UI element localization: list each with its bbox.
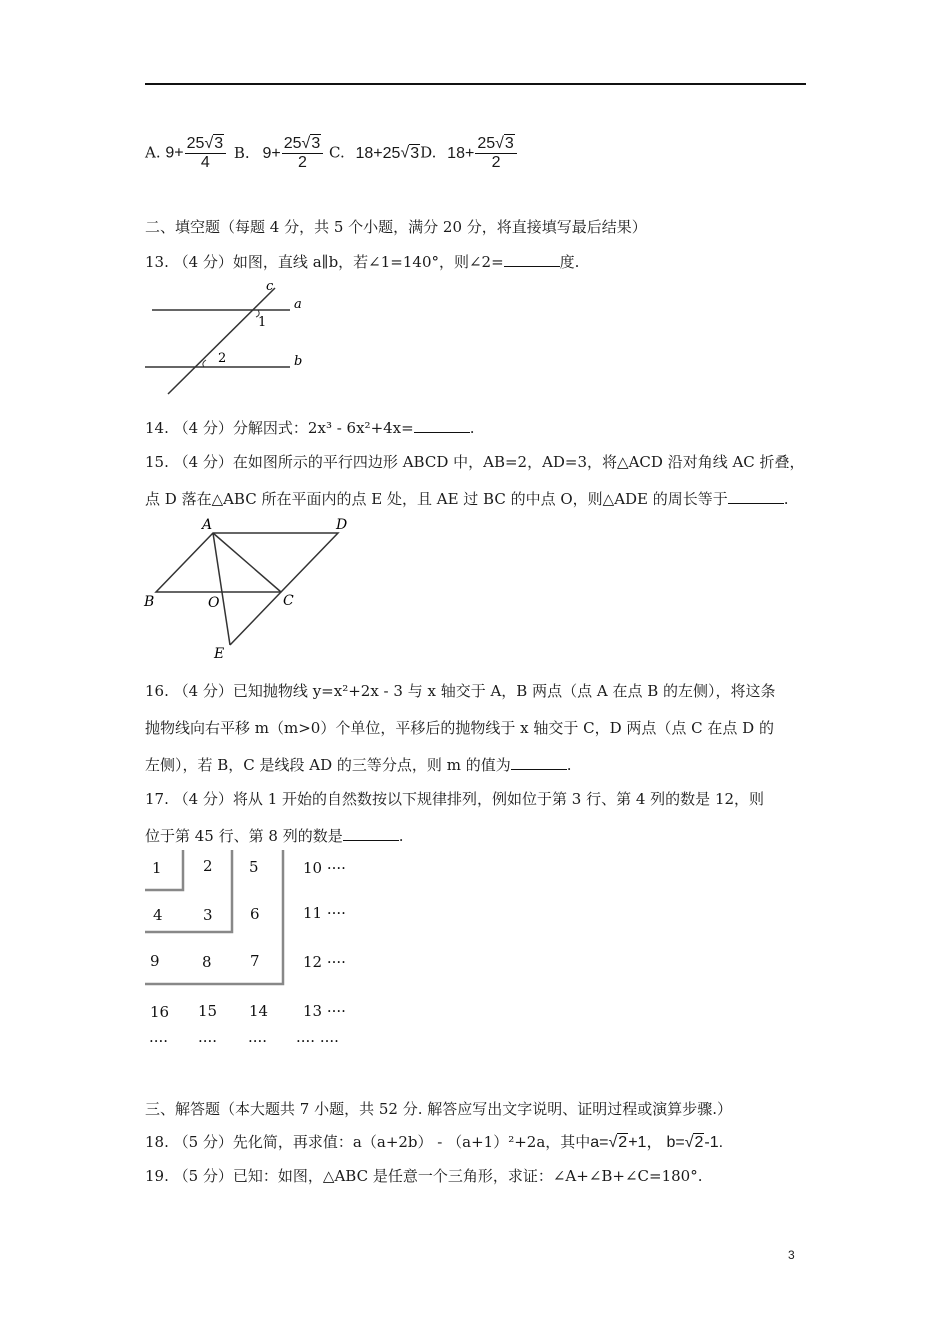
option-b-label: B. [233, 143, 250, 162]
q18-a-value: a=√2+1， [590, 1134, 663, 1151]
q12-options: A. 9+ $\frac{25√3}{4}$ B. 9+ $\frac{25√3}{2}$ C. 18+25√3D. 18+ $\frac{25√3}{2}$ [145, 135, 518, 172]
q16-line1: 16. （4 分）已知抛物线 y=x²+2x - 3 与 x 轴交于 A，B 两点（点 A 在点 B 的左侧），将这条 [145, 682, 776, 700]
q16-line3: 左侧），若 B，C 是线段 AD 的三等分点，则 m 的值为 . [145, 756, 572, 774]
answer-blank[interactable] [343, 826, 399, 841]
option-d-whole: 18+ [447, 144, 475, 162]
header-rule [145, 83, 806, 85]
q17-line2: 位于第 45 行、第 8 列的数是 . [145, 827, 404, 845]
cell-7: 7 [250, 952, 260, 970]
section3-heading: 三、解答题（本大题共 7 小题，共 52 分. 解答应写出文字说明、证明过程或演算步骤.） [145, 1100, 733, 1118]
segment-ae [213, 533, 230, 645]
option-d-fraction: $\frac{25√3}{2}$ [475, 135, 516, 172]
label-1: 1 [258, 315, 267, 330]
figure-17-number-grid [140, 848, 370, 1058]
cell-9: 9 [150, 952, 160, 970]
label-B: B [144, 594, 155, 610]
label-2: 2 [218, 351, 227, 366]
angle-2-arc [203, 360, 206, 367]
cell-15: 15 [198, 1002, 218, 1020]
ellipsis-2: ···· [198, 1032, 218, 1050]
label-E: E [214, 646, 225, 662]
label-c: c [266, 279, 274, 294]
cell-12: 12 ···· [303, 953, 346, 971]
answer-blank[interactable] [504, 252, 560, 267]
q16-line2: 抛物线向右平移 m（m>0）个单位，平移后的抛物线于 x 轴交于 C，D 两点（点 C 在点 D 的 [145, 719, 774, 737]
line-c [168, 288, 275, 394]
q17-line1: 17. （4 分）将从 1 开始的自然数按以下规律排列，例如位于第 3 行、第 4 列的数是 12，则 [145, 790, 765, 808]
answer-blank[interactable] [511, 755, 567, 770]
option-c-rad: 3 [410, 144, 420, 162]
label-C: C [283, 593, 294, 609]
option-d-label: D. [420, 143, 437, 162]
bracket-3 [145, 850, 283, 984]
cell-5: 5 [249, 858, 259, 876]
q15-line1: 15. （4 分）在如图所示的平行四边形 ABCD 中，AB=2，AD=3，将△ACD 沿对角线 AC 折叠， [145, 453, 805, 471]
label-A: A [202, 517, 213, 533]
option-c-label: C. [329, 143, 345, 162]
q18-b-value: b=√2-1. [666, 1134, 724, 1151]
option-a-label: A. [145, 143, 161, 162]
cell-11: 11 ···· [303, 904, 346, 922]
figure-15-parallelogram [138, 514, 358, 664]
option-a-whole: 9+ [165, 144, 184, 162]
ellipsis-3: ···· [248, 1032, 268, 1050]
cell-10: 10 ···· [303, 859, 346, 877]
label-a: a [294, 297, 302, 312]
label-b: b [294, 354, 303, 369]
cell-6: 6 [250, 905, 260, 923]
q19-text: 19. （5 分）已知：如图，△ABC 是任意一个三角形，求证：∠A+∠B+∠C=180°. [145, 1167, 703, 1185]
option-b-fraction: $\frac{25√3}{2}$ [282, 135, 323, 172]
label-D: D [336, 517, 348, 533]
figure-13-parallel-lines [140, 276, 320, 400]
page-number: 3 [788, 1248, 795, 1262]
ellipsis-1: ···· [149, 1032, 169, 1050]
answer-blank[interactable] [728, 489, 784, 504]
cell-4: 4 [153, 906, 163, 924]
cell-1: 1 [152, 859, 162, 877]
option-a-fraction: $\frac{25√3}{4}$ [185, 135, 226, 172]
cell-16: 16 [150, 1003, 170, 1021]
answer-blank[interactable] [414, 418, 470, 433]
section2-heading: 二、填空题（每题 4 分，共 5 个小题，满分 20 分，将直接填写最后结果） [145, 218, 647, 236]
cell-14: 14 [249, 1002, 269, 1020]
bracket-1 [145, 850, 183, 890]
option-c-expr: 18+25 [355, 144, 401, 162]
option-b-whole: 9+ [262, 144, 281, 162]
cell-2: 2 [203, 857, 213, 875]
q18-text: 18. （5 分）先化简，再求值：a（a+2b） - （a+1）²+2a，其中a=√2+1， b=√2-1. [145, 1133, 724, 1151]
cell-8: 8 [202, 953, 212, 971]
segment-ec [230, 592, 281, 645]
cell-3: 3 [203, 906, 213, 924]
q15-line2: 点 D 落在△ABC 所在平面内的点 E 处，且 AE 过 BC 的中点 O，则△ADE 的周长等于 . [145, 490, 789, 508]
cell-13: 13 ···· [303, 1002, 346, 1020]
ellipsis-4: ···· ···· [296, 1032, 339, 1050]
diagonal-ac [213, 533, 281, 592]
q13-text: 13. （4 分）如图，直线 a∥b，若∠1=140°，则∠2= 度. [145, 253, 580, 271]
label-O: O [208, 595, 220, 611]
q14-text: 14. （4 分）分解因式：2x³ - 6x²+4x= . [145, 419, 475, 437]
